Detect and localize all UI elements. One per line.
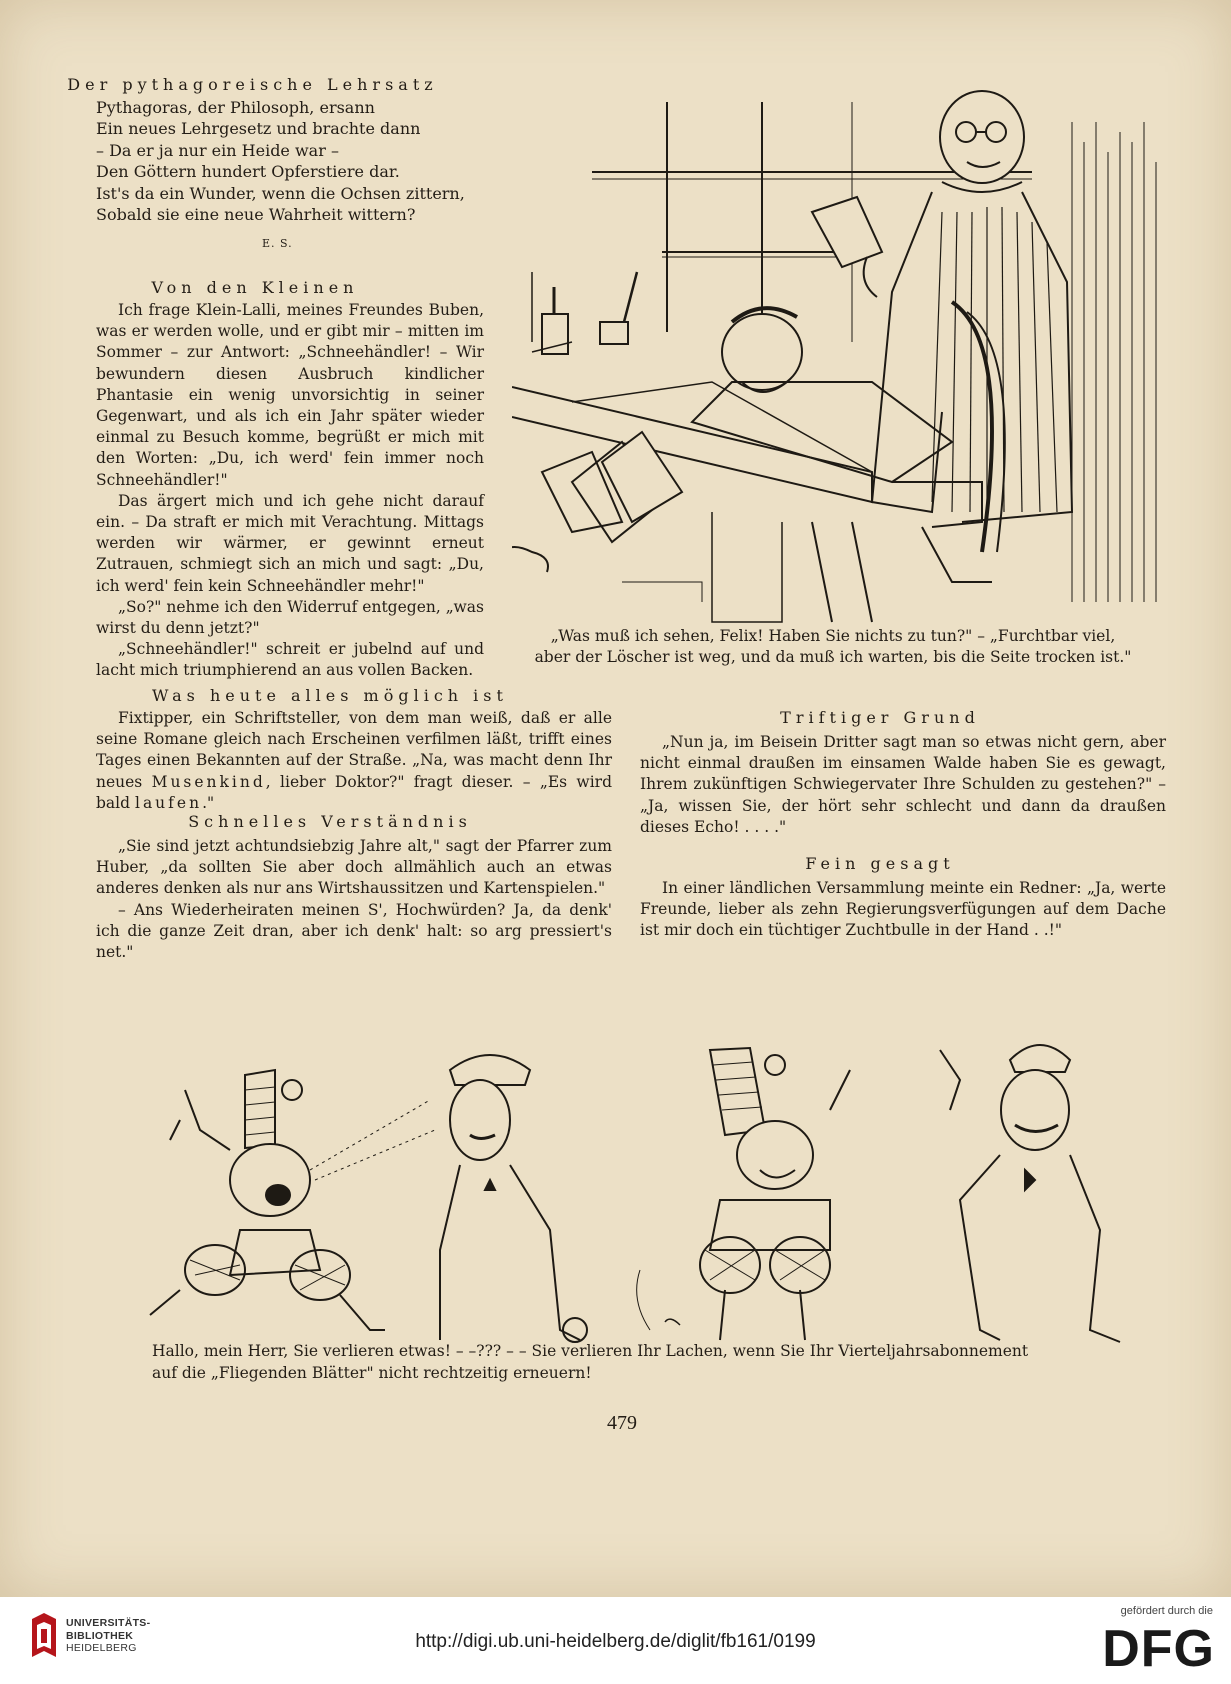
poem-line: – Da er ja nur ein Heide war –: [96, 140, 339, 160]
fein-gesagt-paragraph: In einer ländlichen Versammlung meinte ein Redner: „Ja, werte Freunde, lieber als zehn Regierungsverfügungen auf dem Dache ist mir doch ein tüchtiger Zuchtbulle in der Hand . .!": [640, 879, 1166, 940]
library-name-line: UNIVERSITÄTS-: [66, 1617, 151, 1629]
office-illustration: [512, 82, 1172, 642]
bottom-caption-line: auf die „Fliegenden Blätter" nicht rechtzeitig erneuern!: [152, 1364, 592, 1382]
fein-gesagt-title: Fein gesagt: [805, 854, 955, 873]
was-heute-spaced-word: Musenkind: [151, 772, 266, 791]
funded-by-label: gefördert durch die: [1120, 1605, 1213, 1617]
triftiger-body: [640, 732, 1166, 838]
kleinen-paragraph: „Schneehändler!" schreit er jubelnd auf und lacht mich triumphierend an aus vollen Backen.: [96, 640, 484, 680]
artist-signature: [512, 547, 548, 582]
wall-hatching: [1072, 122, 1156, 602]
clowns-illustration: [110, 1030, 1180, 1360]
chair-back: [952, 302, 992, 552]
top-illustration-caption: [490, 626, 1176, 668]
was-heute-title: Was heute alles möglich ist: [152, 686, 508, 705]
poem-initials: E. S.: [262, 237, 293, 250]
kleinen-paragraph: „So?" nehme ich den Widerruf entgegen, „was wirst du denn jetzt?": [96, 597, 484, 638]
footer-bar: [0, 1597, 1231, 1684]
schnelles-body: [96, 836, 612, 963]
library-name-line: HEIDELBERG: [66, 1642, 137, 1654]
permalink-url[interactable]: http://digi.ub.uni-heidelberg.de/diglit/fb161/0199: [415, 1631, 816, 1652]
was-heute-text: , lieber Doktor?" fragt dieser. – „Es wird bald: [96, 772, 612, 812]
top-caption-line: aber der Löscher ist weg, und da muß ich warten, bis die Seite trocken ist.": [534, 648, 1132, 666]
left-gentleman: [440, 1055, 587, 1342]
was-heute-body: [96, 708, 612, 814]
was-heute-text: .": [202, 793, 215, 812]
poem-line: Pythagoras, der Philosoph, ersann: [96, 98, 375, 117]
right-gentleman: [940, 1045, 1120, 1342]
right-clown: [700, 1048, 850, 1340]
dfg-logo[interactable]: DFG: [1102, 1620, 1215, 1678]
bottom-caption-line: Hallo, mein Herr, Sie verlieren etwas! – –??? – – Sie verlieren Ihr Lachen, wenn Sie Ihr Vierteljahrsabonnement: [152, 1342, 1029, 1360]
poem-body: [96, 97, 465, 225]
kleinen-paragraph: Ich frage Klein-Lalli, meines Freundes Buben, was er werden wolle, und er gibt mir – mitten im Sommer – zur Antwort: „Schneehändler! – Wir bewundern diesen Ausbruch kindlicher Phantasie ein wenig unvorsichtig in seiner Gegenwart, und als ich ein Jahr später wieder einmal zu Besuch komme, begrüßt er mich mit den Worten: „Du, ich werd' fein immer noch Schneehändler!": [96, 301, 484, 489]
schnelles-paragraph: – Ans Wiederheiraten meinen S', Hochwürden? Ja, da denk' ich die ganze Zeit dran, aber ich denk' halt: so arg pressiert's net.": [96, 900, 612, 962]
smoke-curl: [637, 1270, 650, 1330]
kleinen-body: [96, 300, 484, 682]
left-clown: [150, 1070, 435, 1330]
poem-line: Den Göttern hundert Opferstiere dar.: [96, 162, 400, 182]
triftiger-paragraph: „Nun ja, im Beisein Dritter sagt man so etwas nicht gern, aber nicht einmal draußen im einsamen Walde haben Sie es gewagt, Ihrem zukünftigen Schwiegervater Ihre Schulden zu gestehen?" – „Ja, wissen Sie, der hört sehr schlecht und dann da draußen dieses Echo! . . . .": [640, 733, 1166, 836]
schnelles-title: Schnelles Verständnis: [188, 812, 472, 831]
library-name-line: BIBLIOTHEK: [66, 1629, 134, 1642]
was-heute-spaced-word: laufen: [134, 793, 203, 812]
poem-title: Der pythagoreische Lehrsatz: [67, 75, 438, 94]
top-caption-line: „Was muß ich sehen, Felix! Haben Sie nichts zu tun?" – „Furchtbar viel,: [550, 627, 1116, 645]
poem-line: Ein neues Lehrgesetz und brachte dann: [96, 119, 421, 139]
standing-man: [812, 91, 1072, 522]
kleinen-paragraph: Das ärgert mich und ich gehe nicht darauf ein. – Da straft er mich mit Verachtung. Mittags werden wir wärmer, er gewinnt erneut Zutrauen, schmiegt sich an mich und sagt: „Du, ich werd' fein kein Schneehändler mehr!": [96, 491, 484, 595]
triftiger-title: Triftiger Grund: [780, 708, 980, 727]
was-heute-text: Fixtipper, ein Schriftsteller, von dem man weiß, daß er alle seine Romane gleich nach Erscheinen verfilmen läßt, trifft eines Tages einen Bekannten auf der Straße. „Na, was macht denn Ihr neues: [96, 709, 612, 791]
desk-top: [512, 387, 872, 502]
bottom-illustration-caption: [152, 1340, 1028, 1384]
fein-gesagt-body: [640, 878, 1166, 942]
drawer: [712, 512, 782, 622]
artist-signature-small: [665, 1319, 680, 1325]
page-number: 479: [607, 1412, 637, 1434]
poem-line: Sobald sie eine neue Wahrheit wittern?: [96, 205, 416, 225]
poem-line: Ist's da ein Wunder, wenn die Ochsen zittern,: [96, 183, 465, 203]
kleinen-title: Von den Kleinen: [151, 278, 359, 297]
schnelles-paragraph: „Sie sind jetzt achtundsiebzig Jahre alt," sagt der Pfarrer zum Huber, „da sollten Sie aber doch allmählich auch an etwas anderes denken als nur ans Wirtshaussitzen und Kartenspielen.": [96, 837, 612, 898]
